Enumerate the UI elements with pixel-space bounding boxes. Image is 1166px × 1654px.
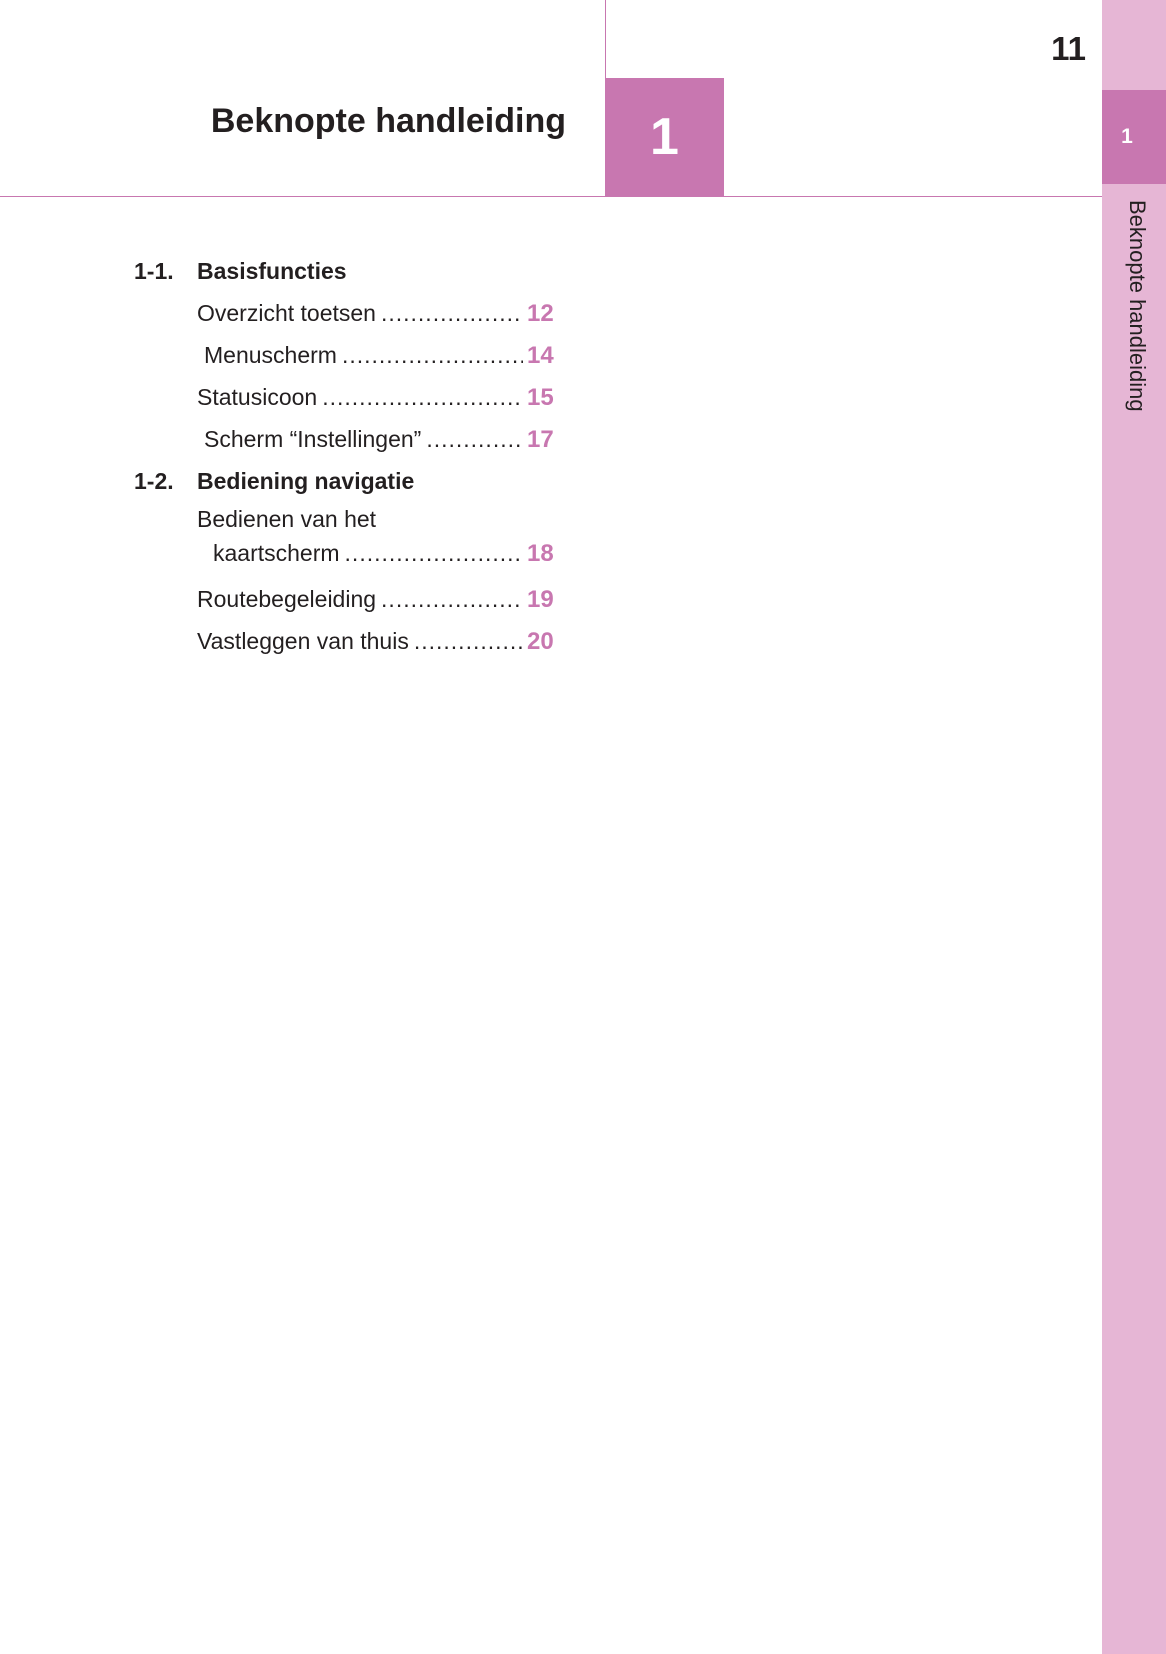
entry-title-line1[interactable]: Bedienen van het (197, 506, 377, 532)
dot-leader (381, 578, 523, 620)
toc-entry[interactable] (134, 578, 559, 620)
entry-title: Statusicoon (197, 384, 318, 410)
table-of-contents (134, 250, 559, 662)
toc-section (134, 250, 559, 292)
entry-title: kaartscherm (213, 540, 340, 566)
dot-leader (381, 292, 523, 334)
chapter-title: Beknopte handleiding (210, 102, 566, 140)
dot-leader (414, 620, 523, 662)
header-divider-vertical (605, 0, 606, 78)
entry-page: 20 (527, 628, 554, 655)
chapter-number-box (605, 78, 724, 196)
section-number: 1-1. (134, 258, 174, 284)
entry-title: Scherm “Instellingen” (204, 426, 422, 452)
side-tab-active[interactable] (1102, 90, 1166, 184)
section-number: 1-2. (134, 468, 174, 494)
toc-entry[interactable] (134, 376, 559, 418)
header-divider-horizontal (0, 196, 1102, 197)
side-tab-label: Beknopte handleiding (1125, 200, 1150, 412)
toc-entry[interactable] (134, 418, 559, 460)
toc-section (134, 460, 559, 502)
entry-page: 17 (527, 426, 554, 453)
entry-title: Menuscherm (204, 342, 337, 368)
side-tab-number: 1 (1121, 125, 1133, 148)
entry-page: 12 (527, 300, 554, 327)
toc-entry[interactable] (134, 620, 559, 662)
dot-leader (345, 536, 523, 570)
entry-title: Routebegeleiding (197, 586, 377, 612)
section-title: Basisfuncties (197, 258, 347, 284)
entry-page: 15 (527, 384, 554, 411)
entry-title: Vastleggen van thuis (197, 628, 409, 654)
toc-entry[interactable] (134, 334, 559, 376)
entry-page: 19 (527, 586, 554, 613)
dot-leader (426, 418, 523, 460)
dot-leader (342, 334, 523, 376)
entry-page: 18 (527, 540, 554, 567)
toc-entry[interactable] (134, 536, 559, 570)
entry-title: Overzicht toetsen (197, 300, 376, 326)
entry-page: 14 (527, 342, 554, 369)
section-title: Bediening navigatie (197, 468, 415, 494)
page-number: 11 (1051, 30, 1086, 67)
toc-entry[interactable] (134, 292, 559, 334)
dot-leader (322, 376, 523, 418)
chapter-number: 1 (650, 108, 679, 166)
